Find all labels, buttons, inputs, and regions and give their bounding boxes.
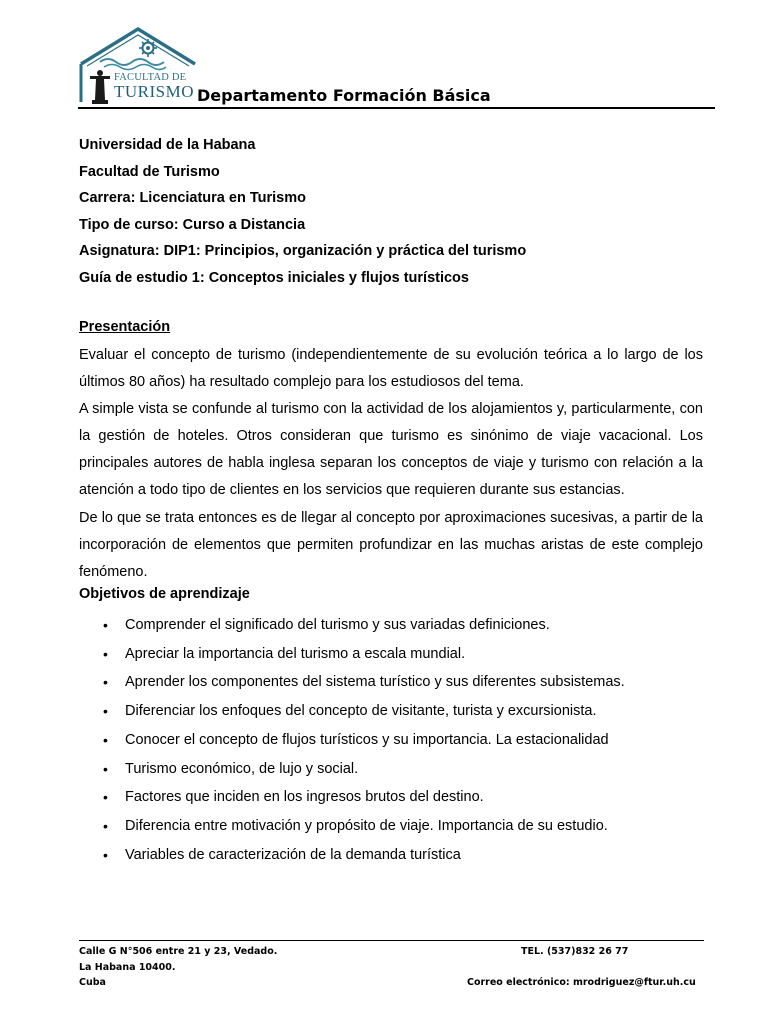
info-university: Universidad de la Habana [79, 137, 256, 153]
bullet-icon: • [103, 674, 108, 691]
department-title: Departamento Formación Básica [197, 86, 491, 105]
bullet-icon: • [103, 645, 108, 662]
list-item [79, 755, 625, 784]
bullet-icon: • [103, 760, 108, 777]
list-item [79, 668, 625, 697]
info-career: Carrera: Licenciatura en Turismo [79, 190, 306, 207]
footer-address-line1: Calle G N°506 entre 21 y 23, Vedado. [79, 946, 278, 957]
list-item [79, 697, 625, 726]
paragraph: De lo que se trata entonces es de llegar al concepto por aproximaciones sucesivas, a partir de la incorporación de elementos que permiten profundizar en las muchas aristas de este complejo fenómeno. [79, 509, 703, 580]
bullet-icon: • [103, 731, 108, 748]
footer-email: Correo electrónico: mrodriguez@ftur.uh.cu [467, 977, 696, 988]
objective-text: Diferencia entre motivación y propósito de viaje. Importancia de su estudio. [125, 817, 608, 834]
objective-text: Conocer el concepto de flujos turísticos y su importancia. La estacionalidad [125, 731, 609, 748]
list-item [79, 640, 625, 669]
info-subject: Asignatura: DIP1: Principios, organización y práctica del turismo [79, 243, 527, 260]
header-divider [78, 107, 715, 109]
bullet-icon: • [103, 617, 108, 633]
objective-text: Turismo económico, de lujo y social. [125, 760, 359, 777]
bullet-icon: • [103, 817, 108, 834]
objective-text: Diferenciar los enfoques del concepto de visitante, turista y excursionista. [125, 703, 597, 720]
list-item [79, 726, 625, 755]
list-item [79, 611, 625, 640]
presentation-heading: Presentación [79, 319, 171, 335]
bullet-icon: • [103, 789, 108, 806]
footer-phone: TEL. (537)832 26 77 [521, 946, 629, 957]
list-item [79, 812, 625, 841]
footer-address-line3: Cuba [79, 977, 106, 988]
objectives-list [79, 611, 625, 869]
objectives-heading: Objetivos de aprendizaje [79, 586, 250, 602]
list-item [79, 783, 625, 812]
logo-text-tourism: TURISMO [114, 82, 195, 101]
bullet-icon: • [103, 703, 108, 720]
bullet-icon: • [103, 846, 108, 863]
footer-address-line2: La Habana 10400. [79, 962, 176, 973]
objective-text: Aprender los componentes del sistema turístico y sus diferentes subsistemas. [125, 674, 625, 691]
info-study-guide: Guía de estudio 1: Conceptos iniciales y flujos turísticos [79, 269, 469, 286]
footer-divider [79, 940, 704, 941]
objective-text: Apreciar la importancia del turismo a escala mundial. [125, 645, 466, 662]
paragraph: A simple vista se confunde al turismo con la actividad de los alojamientos y, particularmente, con la gestión de hoteles. Otros consideran que turismo es sinónimo de viaje vacacional. Los principales autores de habla inglesa separan los conceptos de viaje y turismo con relación a la atención a todo tipo de clientes en los servicios que requieren durante sus estancias. [79, 401, 703, 499]
logo-text-faculty: FACULTAD DE [114, 72, 187, 83]
objective-text: Comprender el significado del turismo y sus variadas definiciones. [125, 617, 550, 633]
paragraph: Evaluar el concepto de turismo (independientemente de su evolución teórica a lo largo de los últimos 80 años) ha resultado complejo para los estudiosos del tema. [79, 347, 703, 391]
page-header [78, 26, 715, 112]
presentation-body [79, 342, 703, 586]
list-item [79, 841, 625, 870]
course-info [79, 132, 526, 292]
objective-text: Factores que inciden en los ingresos brutos del destino. [125, 789, 484, 806]
info-faculty: Facultad de Turismo [79, 163, 220, 180]
info-course-type: Tipo de curso: Curso a Distancia [79, 216, 306, 233]
objective-text: Variables de caracterización de la demanda turística [125, 846, 461, 863]
